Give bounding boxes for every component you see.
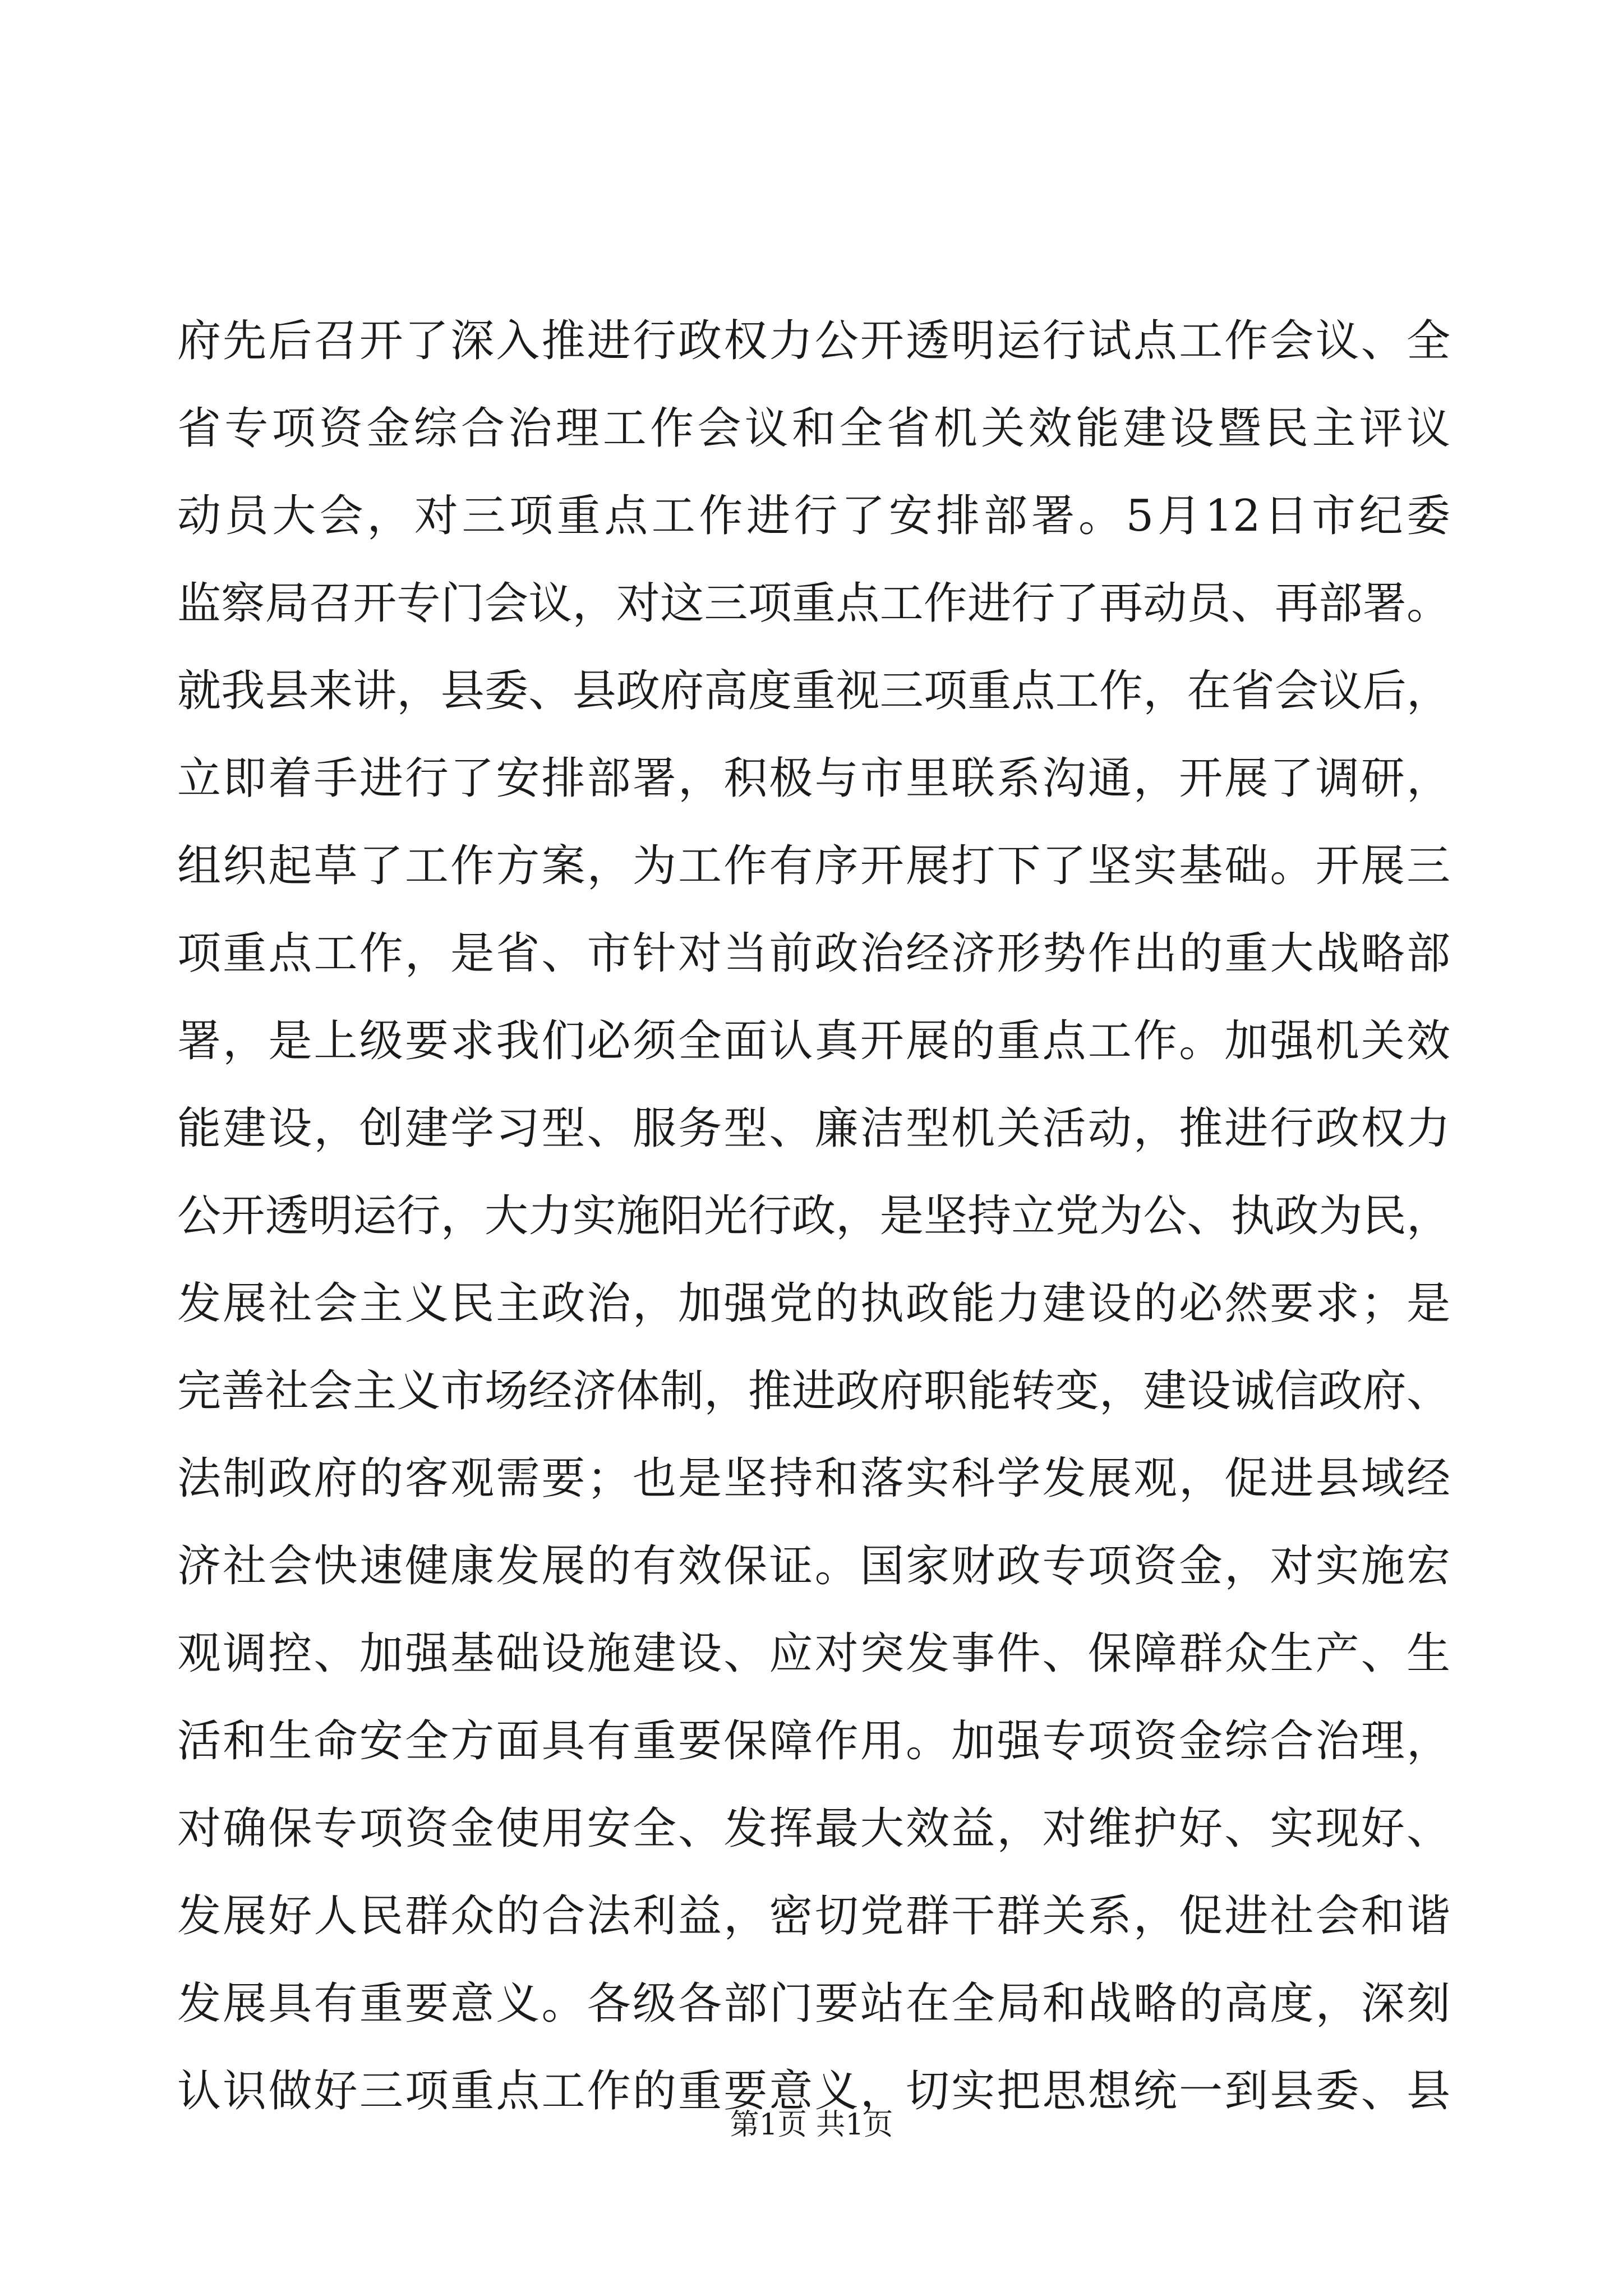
text-line: 观调控、加强基础设施建设、应对突发事件、保障群众生产、生: [177, 1628, 1450, 1679]
body-text: [177, 297, 1450, 2135]
text-line: 济社会快速健康发展的有效保证。国家财政专项资金，对实施宏: [177, 1541, 1450, 1591]
page-footer: [0, 2102, 1623, 2147]
text-line: 项重点工作，是省、市针对当前政治经济形势作出的重大战略部: [177, 928, 1450, 979]
text-line: 能建设，创建学习型、服务型、廉洁型机关活动，推进行政权力: [177, 1103, 1450, 1154]
text-line: 省专项资金综合治理工作会议和全省机关效能建设暨民主评议: [177, 403, 1450, 454]
text-line: 发展具有重要意义。各级各部门要站在全局和战略的高度，深刻: [177, 1978, 1450, 2029]
text-line: 动员大会，对三项重点工作进行了安排部署。5月12日市纪委: [177, 491, 1450, 541]
text-line: 发展好人民群众的合法利益，密切党群干群关系，促进社会和谐: [177, 1891, 1450, 1941]
page-number-label: 第1页 共1页: [730, 2108, 893, 2142]
text-line: 法制政府的客观需要；也是坚持和落实科学发展观，促进县域经: [177, 1453, 1450, 1504]
text-line: 认识做好三项重点工作的重要意义，切实把思想统一到县委、县: [177, 2066, 1450, 2116]
text-line: 署，是上级要求我们必须全面认真开展的重点工作。加强机关效: [177, 1016, 1450, 1066]
text-line: 府先后召开了深入推进行政权力公开透明运行试点工作会议、全: [177, 316, 1450, 366]
text-line: 发展社会主义民主政治，加强党的执政能力建设的必然要求；是: [177, 1278, 1450, 1329]
text-line: 立即着手进行了安排部署，积极与市里联系沟通，开展了调研，: [177, 753, 1450, 804]
text-line: 对确保专项资金使用安全、发挥最大效益，对维护好、实现好、: [177, 1803, 1450, 1854]
text-line: 监察局召开专门会议，对这三项重点工作进行了再动员、再部署。: [177, 578, 1450, 629]
text-line: 就我县来讲，县委、县政府高度重视三项重点工作，在省会议后，: [177, 666, 1450, 716]
text-line: 活和生命安全方面具有重要保障作用。加强专项资金综合治理，: [177, 1716, 1450, 1766]
text-line: 完善社会主义市场经济体制，推进政府职能转变，建设诚信政府、: [177, 1366, 1450, 1416]
text-line: 组织起草了工作方案，为工作有序开展打下了坚实基础。开展三: [177, 841, 1450, 891]
text-line: 公开透明运行，大力实施阳光行政，是坚持立党为公、执政为民，: [177, 1191, 1450, 1241]
